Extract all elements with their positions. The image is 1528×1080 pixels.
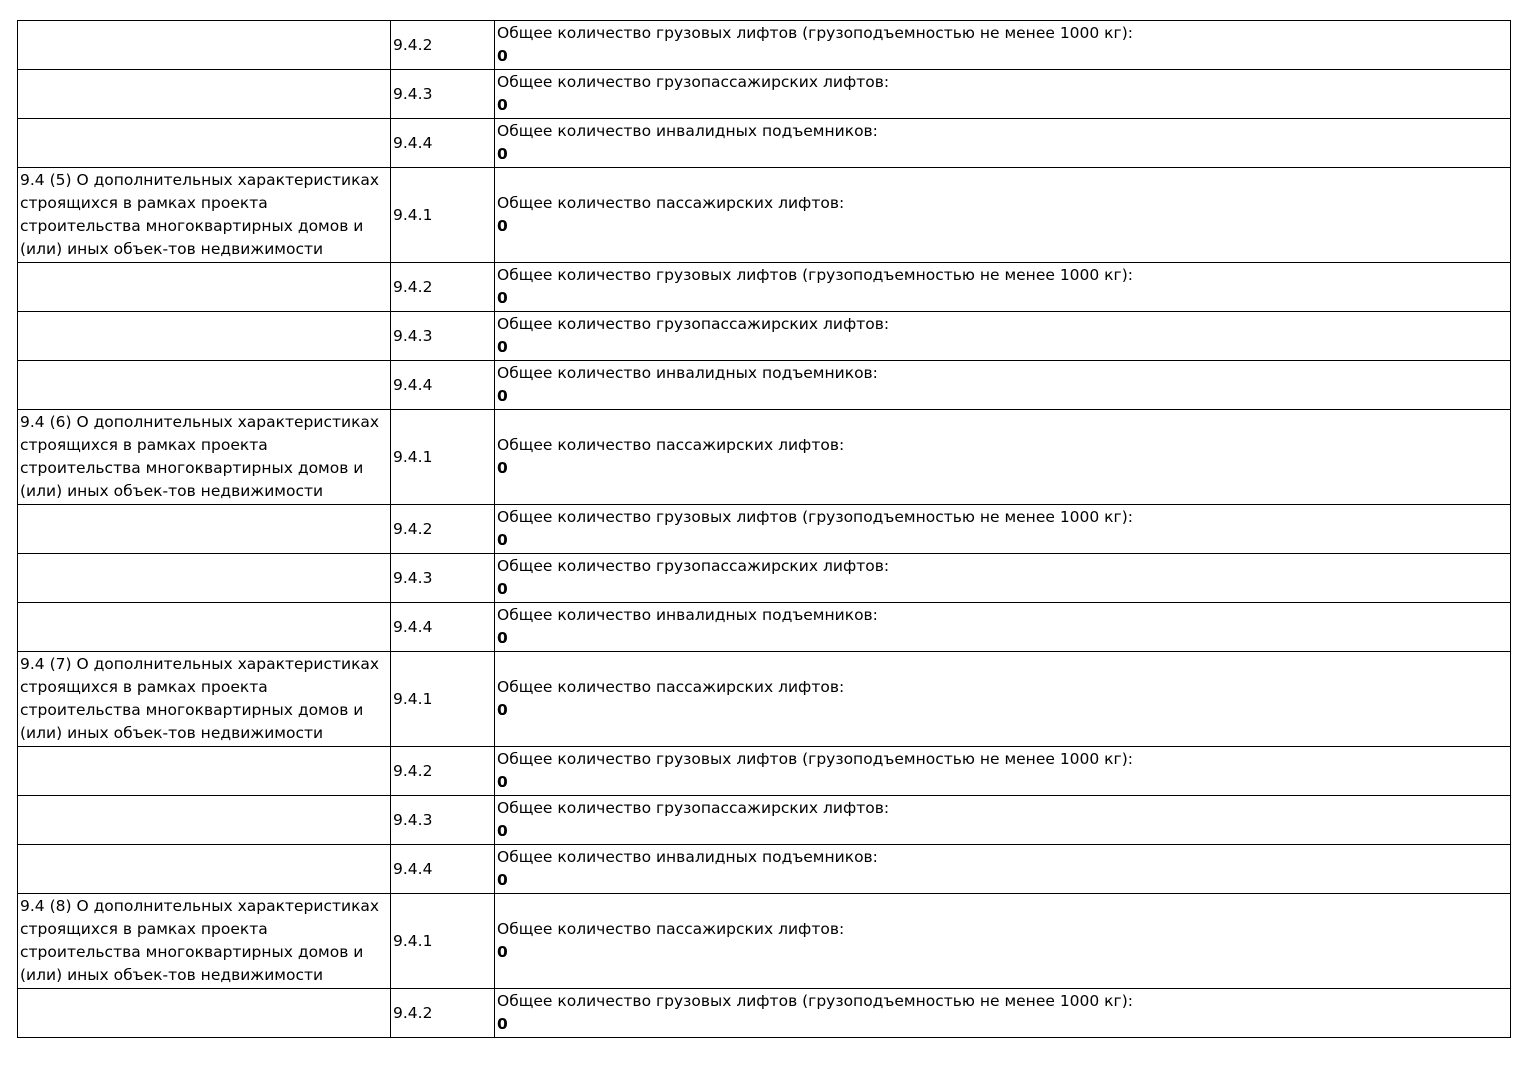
section-cell xyxy=(18,312,391,361)
field-value: 0 xyxy=(497,629,508,647)
section-cell xyxy=(18,361,391,410)
section-cell: 9.4 (7) О дополнительных характеристиках строящихся в рамках проекта строительства многоквартирных домов и (или) иных объек-тов недвижимости xyxy=(18,652,391,747)
field-value: 0 xyxy=(497,822,508,840)
info-cell xyxy=(495,554,1511,603)
code-cell: 9.4.3 xyxy=(391,312,495,361)
code-cell: 9.4.2 xyxy=(391,263,495,312)
code-cell: 9.4.3 xyxy=(391,554,495,603)
table-row xyxy=(18,652,1511,747)
info-cell xyxy=(495,845,1511,894)
section-cell xyxy=(18,747,391,796)
info-cell xyxy=(495,747,1511,796)
field-label: Общее количество инвалидных подъемников: xyxy=(497,848,878,867)
field-label: Общее количество инвалидных подъемников: xyxy=(497,364,878,383)
section-cell xyxy=(18,505,391,554)
table-row xyxy=(18,845,1511,894)
info-cell xyxy=(495,603,1511,652)
field-value: 0 xyxy=(497,145,508,163)
table-row xyxy=(18,410,1511,505)
table-row xyxy=(18,168,1511,263)
info-cell xyxy=(495,989,1511,1038)
code-cell: 9.4.4 xyxy=(391,119,495,168)
declaration-table xyxy=(17,20,1511,1038)
table-row xyxy=(18,505,1511,554)
field-label: Общее количество грузовых лифтов (грузоподъемностью не менее 1000 кг): xyxy=(497,992,1133,1011)
code-cell: 9.4.2 xyxy=(391,505,495,554)
table-row xyxy=(18,361,1511,410)
field-label: Общее количество инвалидных подъемников: xyxy=(497,606,878,625)
section-cell xyxy=(18,845,391,894)
field-label: Общее количество грузовых лифтов (грузоподъемностью не менее 1000 кг): xyxy=(497,24,1133,43)
info-cell xyxy=(495,410,1511,505)
field-value: 0 xyxy=(497,871,508,889)
field-label: Общее количество пассажирских лифтов: xyxy=(497,678,845,697)
field-value: 0 xyxy=(497,338,508,356)
code-cell: 9.4.2 xyxy=(391,989,495,1038)
info-cell xyxy=(495,21,1511,70)
field-value: 0 xyxy=(497,387,508,405)
info-cell xyxy=(495,70,1511,119)
section-cell xyxy=(18,603,391,652)
field-label: Общее количество пассажирских лифтов: xyxy=(497,920,845,939)
code-cell: 9.4.1 xyxy=(391,894,495,989)
code-cell: 9.4.3 xyxy=(391,70,495,119)
field-value: 0 xyxy=(497,1015,508,1033)
field-label: Общее количество пассажирских лифтов: xyxy=(497,436,845,455)
section-cell xyxy=(18,119,391,168)
field-label: Общее количество грузовых лифтов (грузоподъемностью не менее 1000 кг): xyxy=(497,266,1133,285)
info-cell xyxy=(495,168,1511,263)
code-cell: 9.4.4 xyxy=(391,361,495,410)
table-row xyxy=(18,747,1511,796)
field-label: Общее количество инвалидных подъемников: xyxy=(497,122,878,141)
field-label: Общее количество грузовых лифтов (грузоподъемностью не менее 1000 кг): xyxy=(497,750,1133,769)
info-cell xyxy=(495,894,1511,989)
section-cell xyxy=(18,796,391,845)
table-row xyxy=(18,989,1511,1038)
field-value: 0 xyxy=(497,289,508,307)
field-label: Общее количество грузопассажирских лифтов: xyxy=(497,315,890,334)
table-row xyxy=(18,119,1511,168)
table-row xyxy=(18,312,1511,361)
section-cell xyxy=(18,21,391,70)
section-cell: 9.4 (8) О дополнительных характеристиках строящихся в рамках проекта строительства многоквартирных домов и (или) иных объек-тов недвижимости xyxy=(18,894,391,989)
table-row xyxy=(18,263,1511,312)
code-cell: 9.4.4 xyxy=(391,845,495,894)
table-row xyxy=(18,70,1511,119)
table-row xyxy=(18,603,1511,652)
field-value: 0 xyxy=(497,773,508,791)
code-cell: 9.4.3 xyxy=(391,796,495,845)
table-row xyxy=(18,796,1511,845)
info-cell xyxy=(495,119,1511,168)
field-value: 0 xyxy=(497,943,508,961)
table-row xyxy=(18,554,1511,603)
field-label: Общее количество грузопассажирских лифтов: xyxy=(497,799,890,818)
field-value: 0 xyxy=(497,96,508,114)
code-cell: 9.4.2 xyxy=(391,21,495,70)
field-label: Общее количество грузовых лифтов (грузоподъемностью не менее 1000 кг): xyxy=(497,508,1133,527)
section-cell: 9.4 (5) О дополнительных характеристиках строящихся в рамках проекта строительства многоквартирных домов и (или) иных объек-тов недвижимости xyxy=(18,168,391,263)
info-cell xyxy=(495,361,1511,410)
table-row xyxy=(18,894,1511,989)
section-cell xyxy=(18,554,391,603)
info-cell xyxy=(495,652,1511,747)
field-value: 0 xyxy=(497,47,508,65)
field-value: 0 xyxy=(497,580,508,598)
code-cell: 9.4.4 xyxy=(391,603,495,652)
code-cell: 9.4.1 xyxy=(391,652,495,747)
field-value: 0 xyxy=(497,701,508,719)
info-cell xyxy=(495,505,1511,554)
table-row xyxy=(18,21,1511,70)
section-cell: 9.4 (6) О дополнительных характеристиках строящихся в рамках проекта строительства многоквартирных домов и (или) иных объек-тов недвижимости xyxy=(18,410,391,505)
field-label: Общее количество грузопассажирских лифтов: xyxy=(497,557,890,576)
info-cell xyxy=(495,796,1511,845)
field-label: Общее количество грузопассажирских лифтов: xyxy=(497,73,890,92)
field-value: 0 xyxy=(497,531,508,549)
info-cell xyxy=(495,312,1511,361)
section-cell xyxy=(18,70,391,119)
field-label: Общее количество пассажирских лифтов: xyxy=(497,194,845,213)
code-cell: 9.4.1 xyxy=(391,168,495,263)
field-value: 0 xyxy=(497,217,508,235)
code-cell: 9.4.1 xyxy=(391,410,495,505)
field-value: 0 xyxy=(497,459,508,477)
section-cell xyxy=(18,989,391,1038)
section-cell xyxy=(18,263,391,312)
info-cell xyxy=(495,263,1511,312)
code-cell: 9.4.2 xyxy=(391,747,495,796)
